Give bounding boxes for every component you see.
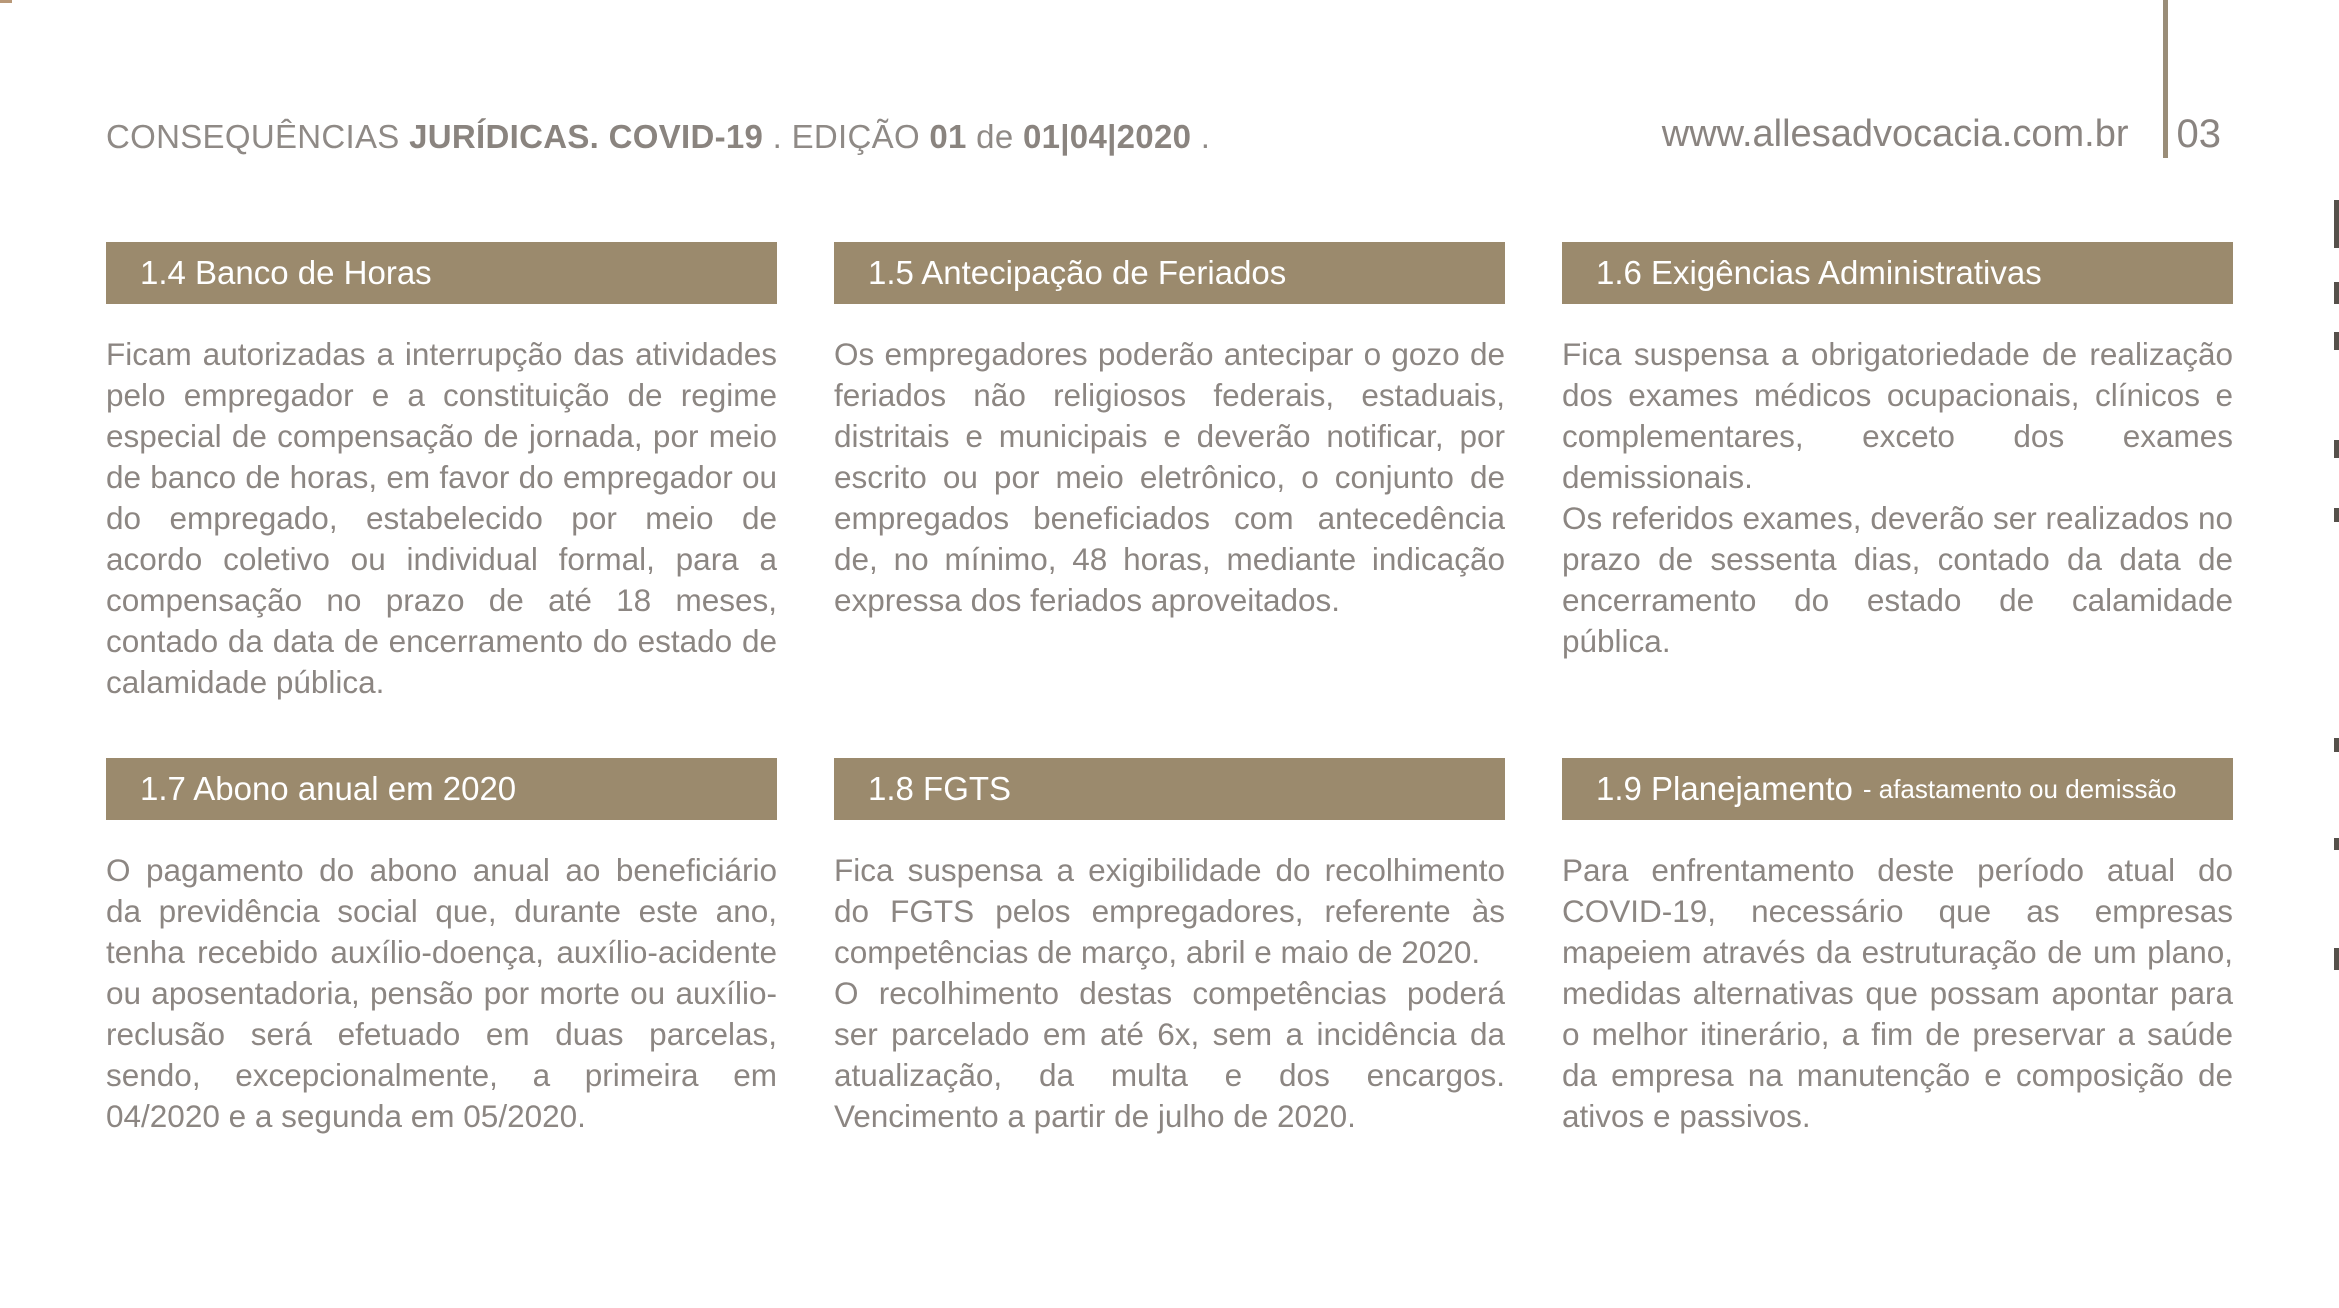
title-part: JURÍDICAS. bbox=[409, 118, 600, 155]
section-header bbox=[106, 242, 777, 304]
document-title bbox=[106, 118, 1210, 156]
page-header bbox=[106, 112, 2221, 168]
edge-mark bbox=[2334, 332, 2339, 350]
title-part: . bbox=[1191, 118, 1211, 155]
edge-mark bbox=[2334, 200, 2339, 248]
section-header bbox=[1562, 242, 2233, 304]
section-header bbox=[1562, 758, 2233, 820]
title-part: 01 bbox=[929, 118, 967, 155]
section-body: Fica suspensa a obrigatoriedade de realização dos exames médicos ocupacionais, clínicos e complementares, exceto dos exames demissionais. Os referidos exames, deverão ser realizados no prazo de sessenta dias, contado da data de encerramento do estado de calamidade pública. bbox=[1562, 336, 2233, 659]
section-body: Ficam autorizadas a interrupção das atividades pelo empregador e a constituição de regime especial de compensação de jornada, por meio de banco de horas, em favor do empregador ou do empregado, estabelecido por meio de acordo coletivo ou individual formal, para a compensação no prazo de até 18 meses, contado da data de encerramento do estado de calamidade pública. bbox=[106, 336, 777, 700]
sections-grid bbox=[106, 242, 2232, 1178]
section-body: O pagamento do abono anual ao beneficiário da previdência social que, durante este ano, tenha recebido auxílio-doença, auxílio-acidente ou aposentadoria, pensão por morte ou auxílio-reclusão será efetuado em duas parcelas, sendo, excepcionalmente, a primeira em 04/2020 e a segunda em 05/2020. bbox=[106, 852, 777, 1134]
section-exigencias-administrativas bbox=[1562, 242, 2233, 758]
section-title: 1.7 Abono anual em 2020 bbox=[140, 770, 517, 807]
section-title: 1.4 Banco de Horas bbox=[140, 254, 432, 291]
section-title: 1.5 Antecipação de Feriados bbox=[868, 254, 1287, 291]
section-antecipacao-feriados bbox=[834, 242, 1505, 758]
section-planejamento bbox=[1562, 758, 2233, 1178]
edge-mark bbox=[2334, 948, 2339, 970]
section-body: Os empregadores poderão antecipar o gozo de feriados não religiosos federais, estaduais, distritais e municipais e deverão notificar, por escrito ou por meio eletrônico, o conjunto de empregados beneficiados com antecedência de, no mínimo, 48 horas, mediante indicação expressa dos feriados aproveitados. bbox=[834, 336, 1505, 618]
edge-mark bbox=[2334, 440, 2339, 458]
title-part: de bbox=[966, 118, 1023, 155]
title-part: 01|04|2020 bbox=[1022, 118, 1192, 155]
page-number: 03 bbox=[2176, 112, 2221, 156]
edge-mark bbox=[2334, 508, 2339, 522]
section-body: Para enfrentamento deste período atual do COVID-19, necessário que as empresas mapeiem através da estruturação de um plano, medidas alternativas que possam apontar para o melhor itinerário, a fim de preservar a saúde da empresa na manutenção e composição de ativos e passivos. bbox=[1562, 852, 2233, 1134]
section-subtitle: - afastamento ou demissão bbox=[1862, 773, 2177, 804]
section-fgts bbox=[834, 758, 1505, 1178]
section-title: 1.9 Planejamento bbox=[1596, 770, 1853, 807]
website-link[interactable]: www.allesadvocacia.com.br bbox=[1661, 113, 2129, 155]
section-header bbox=[834, 242, 1505, 304]
section-header bbox=[834, 758, 1505, 820]
title-part bbox=[599, 118, 608, 155]
section-banco-de-horas bbox=[106, 242, 777, 758]
section-title: 1.6 Exigências Administrativas bbox=[1596, 254, 2042, 291]
title-part: CONSEQUÊNCIAS bbox=[106, 118, 410, 155]
section-abono-anual bbox=[106, 758, 777, 1178]
edge-mark bbox=[2334, 738, 2339, 752]
title-part: . EDIÇÃO bbox=[763, 118, 930, 155]
edge-mark bbox=[2334, 282, 2339, 304]
section-header bbox=[106, 758, 777, 820]
corner-mark bbox=[0, 0, 12, 3]
edge-mark bbox=[2334, 838, 2339, 850]
section-body: Fica suspensa a exigibilidade do recolhimento do FGTS pelos empregadores, referente às competências de março, abril e maio de 2020. O recolhimento destas competências poderá ser parcelado em até 6x, sem a incidência da atualização, da multa e dos encargos. Vencimento a partir de julho de 2020. bbox=[834, 852, 1505, 1134]
header-right bbox=[1662, 112, 2221, 157]
title-part: COVID-19 bbox=[608, 118, 764, 155]
section-title: 1.8 FGTS bbox=[868, 770, 1012, 807]
